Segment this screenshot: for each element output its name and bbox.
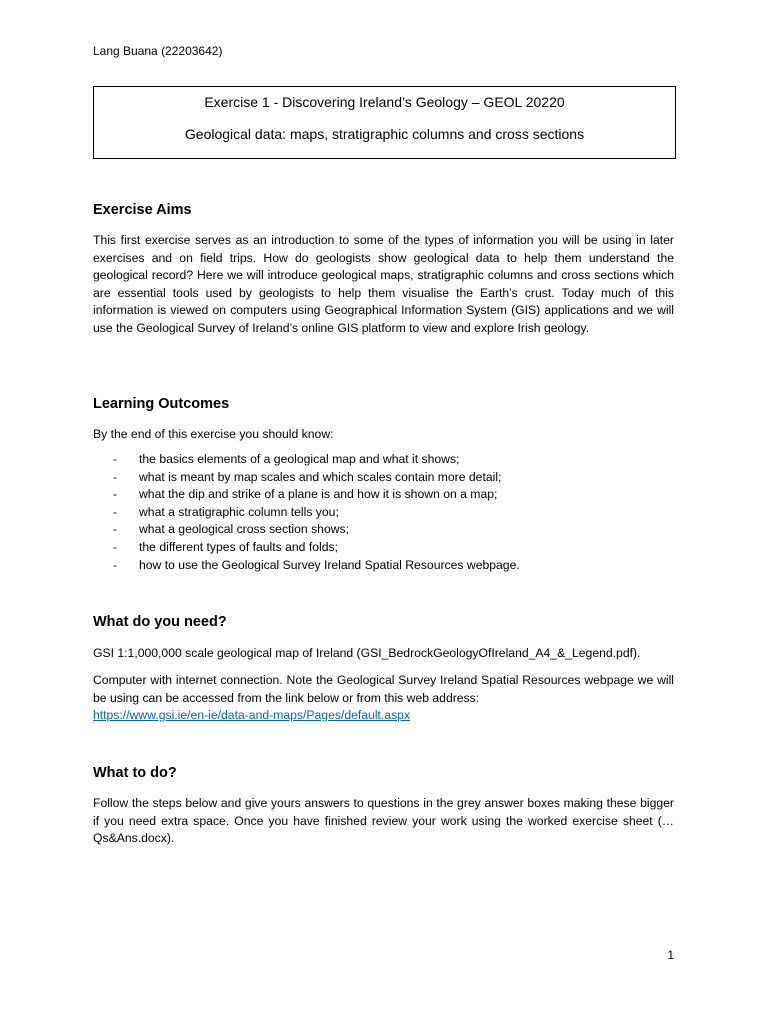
outcomes-heading: Learning Outcomes	[93, 396, 230, 412]
list-item	[113, 486, 520, 504]
list-item	[113, 557, 520, 575]
list-item-text: what a geological cross section shows;	[139, 522, 350, 537]
need-computer-text: Computer with internet connection. Note the Geological Survey Ireland Spatial Resources webpage we will be using can be accessed from the link below or from this web address:	[93, 673, 674, 705]
outcomes-intro: By the end of this exercise you should know:	[93, 427, 334, 441]
bullet-dash: -	[113, 469, 118, 484]
bullet-dash: -	[113, 504, 118, 519]
list-item-text: the basics elements of a geological map and what it shows;	[139, 452, 460, 466]
aims-heading: Exercise Aims	[93, 202, 192, 218]
list-item	[113, 469, 520, 487]
bullet-dash: -	[113, 522, 118, 537]
need-map-text: GSI 1:1,000,000 scale geological map of Ireland (GSI_BedrockGeologyOfIreland_A4_&_Legend.pdf).	[93, 646, 641, 660]
list-item-text: how to use the Geological Survey Ireland Spatial Resources webpage.	[139, 557, 520, 572]
list-item	[113, 451, 520, 469]
gsi-link[interactable]: https://www.gsi.ie/en-ie/data-and-maps/Pages/default.aspx	[93, 708, 411, 722]
list-item	[113, 521, 520, 539]
outcomes-list	[113, 451, 520, 574]
title-box	[93, 86, 676, 159]
todo-heading: What to do?	[93, 765, 177, 781]
exercise-subtitle: Geological data: maps, stratigraphic columns and cross sections	[184, 126, 585, 142]
bullet-dash: -	[113, 557, 118, 572]
list-item-text: what the dip and strike of a plane is and how it is shown on a map;	[139, 487, 498, 502]
bullet-dash: -	[113, 487, 118, 502]
page-number: 1	[667, 948, 674, 962]
bullet-dash: -	[113, 452, 118, 466]
list-item-text: what a stratigraphic column tells you;	[139, 504, 339, 519]
list-item-text: what is meant by map scales and which scales contain more detail;	[139, 469, 502, 484]
todo-paragraph: Follow the steps below and give yours answers to questions in the grey answer boxes making these bigger if you need extra space. Once you have finished review your work using the worked exercise sheet (…Qs&Ans.docx).	[93, 796, 674, 846]
bullet-dash: -	[113, 539, 118, 554]
need-heading: What do you need?	[93, 614, 227, 630]
aims-paragraph: This first exercise serves as an introduction to some of the types of information you will be using in later exercises and on field trips. How do geologists show geological data to help them understand the geological record? Here we will introduce geological maps, stratigraphic columns and cross sections which are essential tools used by geologists to help them visualise the Earth’s crust. Today much of this information is viewed on computers using Geographical Information System (GIS) applications and we will use the Geological Survey of Ireland’s online GIS platform to view and explore Irish geology.	[93, 233, 674, 335]
exercise-title: Exercise 1 - Discovering Ireland’s Geology – GEOL 20220	[204, 94, 565, 110]
list-item-text: the different types of faults and folds;	[139, 539, 338, 554]
author-line: Lang Buana (22203642)	[93, 44, 223, 58]
list-item	[113, 504, 520, 522]
need-link-line	[93, 707, 674, 725]
list-item	[113, 539, 520, 557]
